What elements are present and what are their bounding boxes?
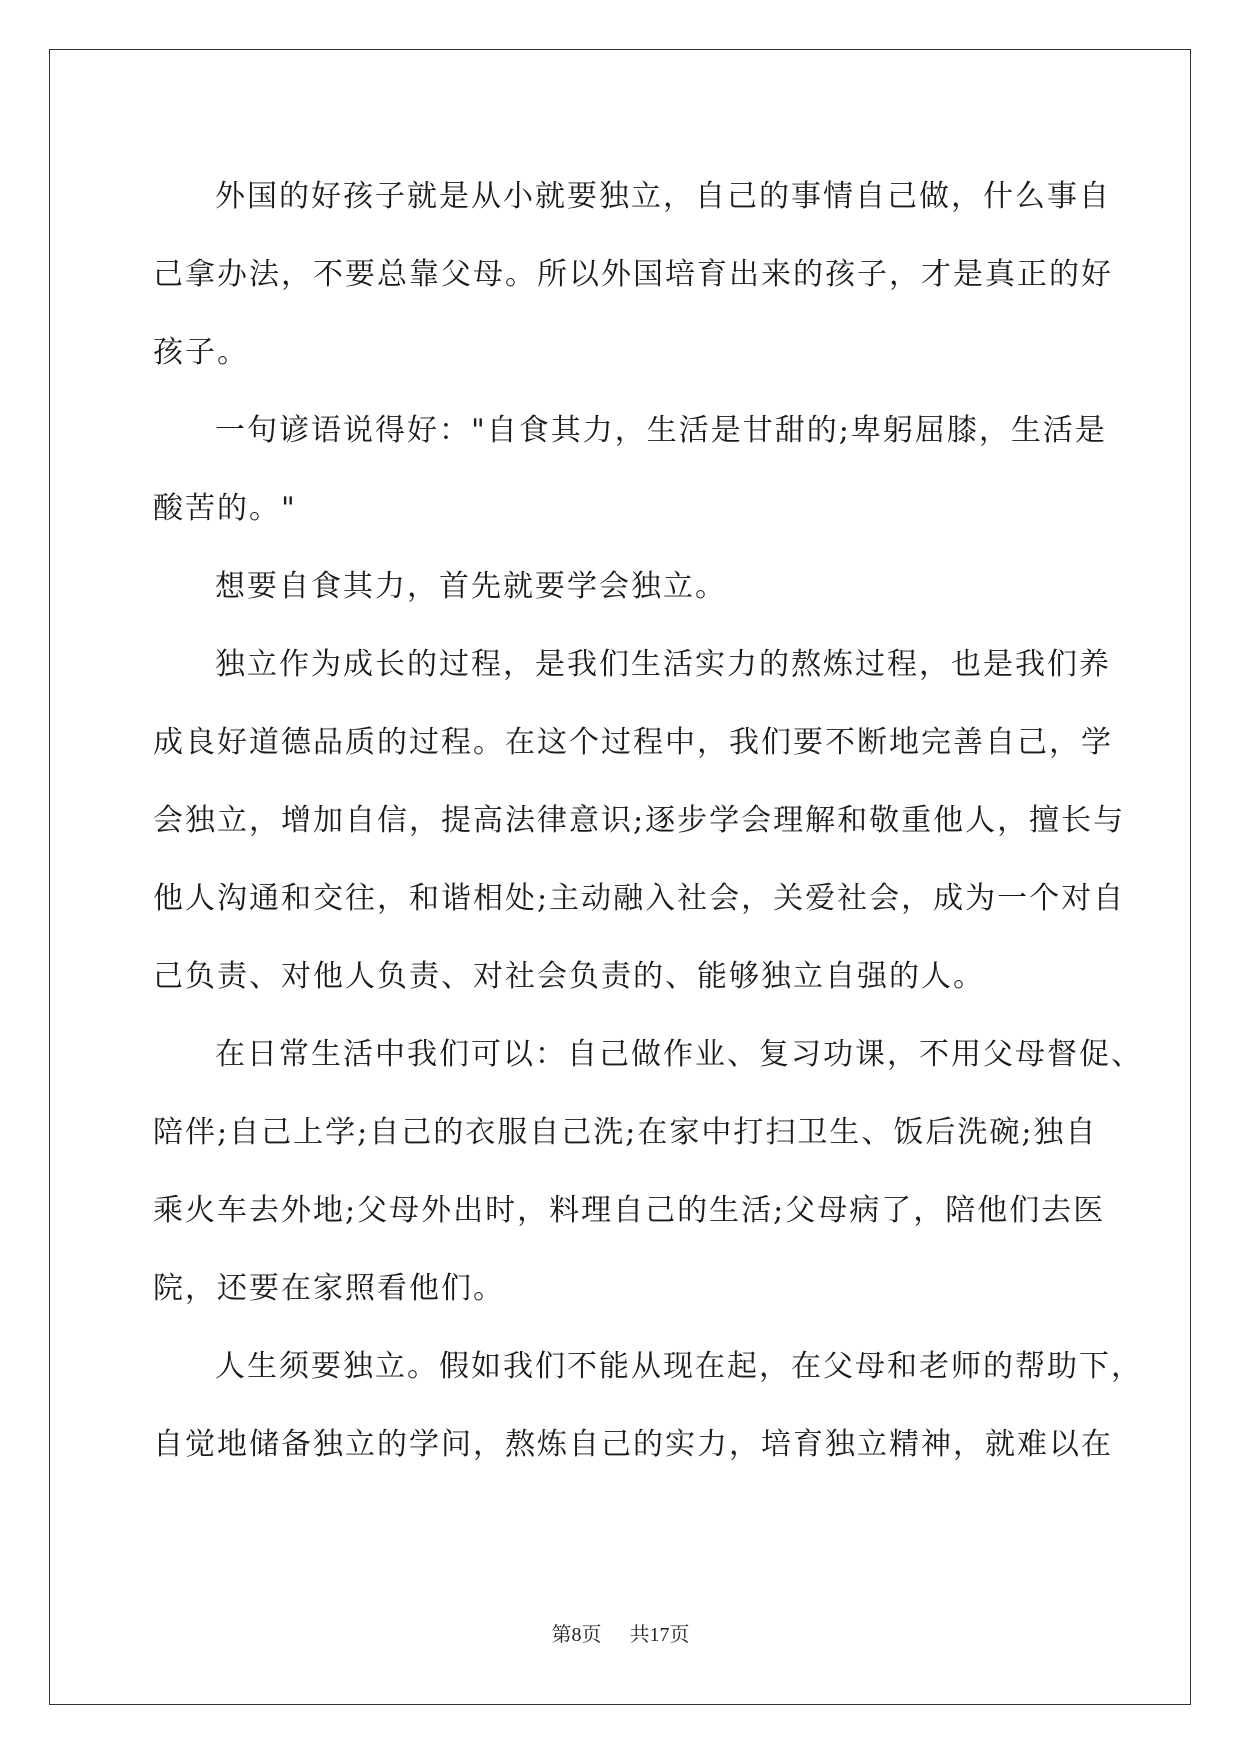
text-line: 会独立，增加自信，提高法律意识;逐步学会理解和敬重他人，擅长与 [153, 803, 1126, 838]
page-number: 第8页 [551, 1624, 602, 1646]
text-line: 想要自食其力，首先就要学会独立。 [215, 569, 727, 604]
paragraph [153, 1016, 1143, 1328]
page-total: 共17页 [629, 1624, 690, 1646]
text-line: 陪伴;自己上学;自己的衣服自己洗;在家中打扫卫生、饭后洗碗;独自 [153, 1115, 1098, 1150]
text-line: 自觉地储备独立的学问，熬炼自己的实力，培育独立精神，就难以在 [153, 1427, 1113, 1462]
page-footer [0, 1618, 1241, 1647]
paragraph [153, 392, 1107, 548]
text-line: 在日常生活中我们可以：自己做作业、复习功课，不用父母督促、 [215, 1037, 1143, 1072]
text-line: 酸苦的。" [153, 491, 297, 526]
text-line: 成良好道德品质的过程。在这个过程中，我们要不断地完善自己，学 [153, 725, 1113, 760]
paragraph [153, 626, 1126, 1016]
text-line: 一句谚语说得好："自食其力，生活是甘甜的;卑躬屈膝，生活是 [215, 413, 1107, 448]
text-line: 外国的好孩子就是从小就要独立，自己的事情自己做，什么事自 [215, 179, 1111, 214]
paragraph [153, 158, 1113, 392]
paragraph [153, 548, 1093, 626]
text-line: 己拿办法，不要总靠父母。所以外国培育出来的孩子，才是真正的好 [153, 257, 1113, 292]
text-line: 他人沟通和交往，和谐相处;主动融入社会，关爱社会，成为一个对自 [153, 881, 1126, 916]
text-line: 孩子。 [153, 335, 249, 370]
text-line: 己负责、对他人负责、对社会负责的、能够独立自强的人。 [153, 959, 985, 994]
paragraph [153, 1328, 1143, 1484]
text-line: 独立作为成长的过程，是我们生活实力的熬炼过程，也是我们养 [215, 647, 1111, 682]
document-body [153, 158, 1143, 1484]
text-line: 人生须要独立。假如我们不能从现在起，在父母和老师的帮助下， [215, 1349, 1143, 1384]
text-line: 乘火车去外地;父母外出时，料理自己的生活;父母病了，陪他们去医 [153, 1193, 1106, 1228]
text-line: 院，还要在家照看他们。 [153, 1271, 505, 1306]
